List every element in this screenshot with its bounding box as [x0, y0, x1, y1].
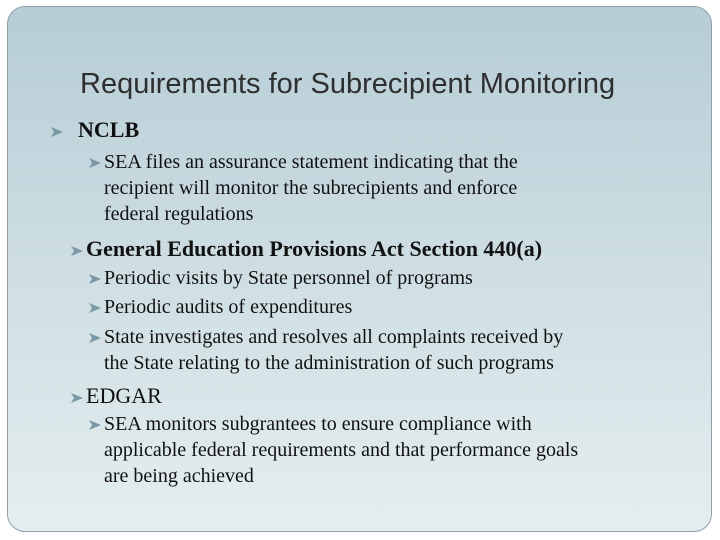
- list-item-text: State investigates and resolves all complaints received by: [104, 326, 564, 348]
- arrow-bullet-icon: [50, 125, 64, 139]
- arrow-bullet-icon: [88, 418, 102, 432]
- list-item-continuation: are being achieved: [104, 465, 254, 487]
- section-heading-text: General Education Provisions Act Section 440(a): [86, 236, 543, 261]
- list-item: [88, 326, 563, 349]
- arrow-bullet-icon: [88, 272, 102, 286]
- section-heading-text: NCLB: [78, 117, 140, 142]
- list-item-continuation: recipient will monitor the subrecipients and enforce: [104, 177, 518, 199]
- section-heading-nclb: [50, 117, 139, 143]
- list-item: [88, 267, 473, 290]
- list-item: [88, 296, 352, 319]
- list-item: [88, 151, 518, 174]
- section-heading-edgar: [70, 383, 162, 409]
- list-item-continuation: federal regulations: [104, 203, 254, 225]
- list-item-text: SEA monitors subgrantees to ensure compliance with: [104, 413, 532, 435]
- list-item-text: SEA files an assurance statement indicating that the: [104, 151, 518, 173]
- arrow-bullet-icon: [70, 391, 84, 405]
- list-item-text: Periodic visits by State personnel of programs: [104, 267, 473, 289]
- list-item-continuation: applicable federal requirements and that performance goals: [104, 439, 579, 461]
- arrow-bullet-icon: [88, 301, 102, 315]
- section-heading-text: EDGAR: [86, 383, 162, 408]
- section-heading-gepa: [70, 236, 542, 262]
- arrow-bullet-icon: [88, 156, 102, 170]
- arrow-bullet-icon: [88, 331, 102, 345]
- list-item-text: Periodic audits of expenditures: [104, 296, 353, 318]
- list-item: [88, 413, 532, 436]
- slide-title: Requirements for Subrecipient Monitoring: [80, 68, 616, 100]
- list-item-continuation: the State relating to the administration of such programs: [104, 352, 554, 374]
- arrow-bullet-icon: [70, 244, 84, 258]
